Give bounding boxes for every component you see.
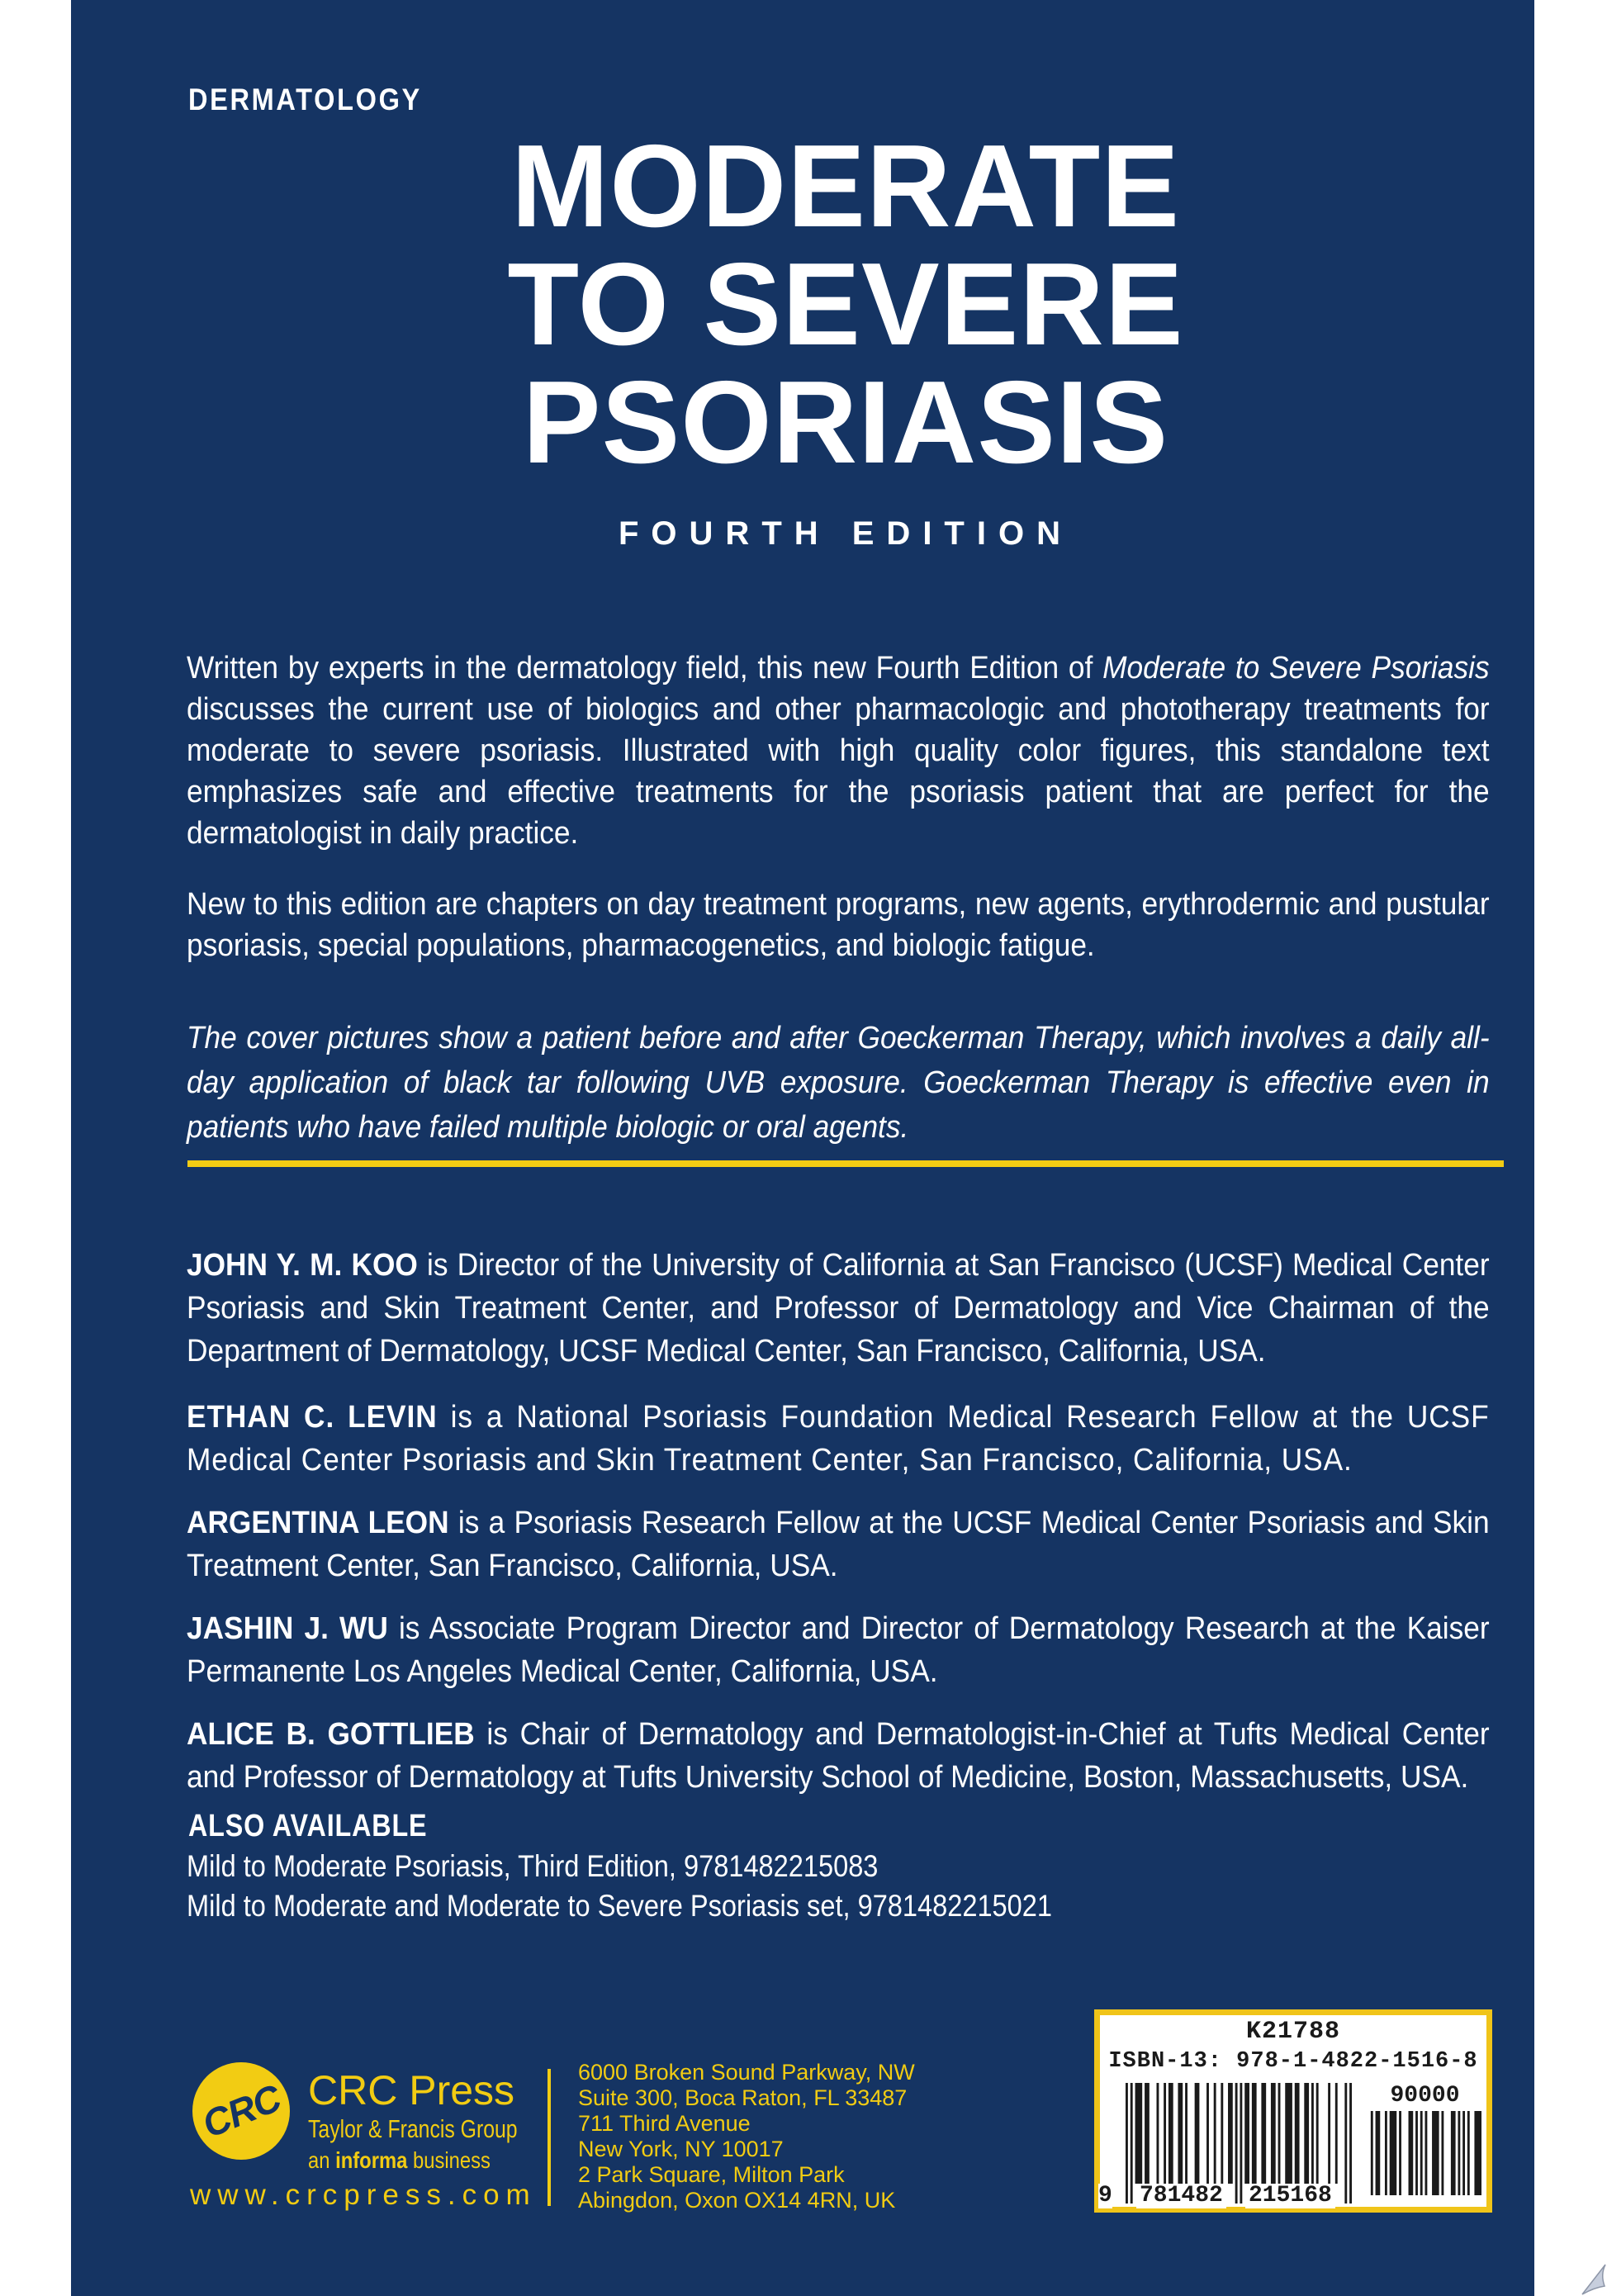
ean-addon-barcode	[1368, 2111, 1481, 2195]
ean-addon-value: 90000	[1390, 2083, 1460, 2109]
isbn-label: ISBN-13: 978-1-4822-1516-8	[1108, 2049, 1478, 2074]
tagline-post: business	[407, 2147, 491, 2173]
crc-logo	[192, 2062, 290, 2160]
publisher-divider-line	[548, 2069, 551, 2206]
crc-logo-monogram: CRC	[196, 2075, 287, 2147]
also-available-list	[187, 1847, 1052, 1926]
author-bio-leon-text: is a Psoriasis Research Fellow at the UCSF Medical Center Psoriasis and Skin Treatment Center, San Francisco, California, USA.	[187, 1506, 1490, 1583]
author-bio-gottlieb-text: is Chair of Dermatology and Dermatologist-in-Chief at Tufts Medical Center and Professor of Dermatology at Tufts University School of Medicine, Boston, Massachusetts, USA.	[187, 1717, 1490, 1795]
address-line: 2 Park Square, Milton Park	[578, 2162, 845, 2187]
item-code: K21788	[1245, 2018, 1341, 2046]
category-label: DERMATOLOGY	[188, 83, 422, 116]
book-title	[194, 121, 1497, 488]
publisher-group: Taylor & Francis Group	[308, 2114, 518, 2143]
cover-pictures-note: The cover pictures show a patient before and after Goeckerman Therapy, which involves a daily all-day application of black tar following UVB exposure. Goeckerman Therapy is effective even in patients who have failed multiple biologic or oral agents.	[187, 1021, 1490, 1145]
tagline-pre: an	[308, 2147, 336, 2173]
author-bio-gottlieb	[187, 1713, 1490, 1799]
author-bio-levin	[187, 1396, 1490, 1482]
also-available-heading: ALSO AVAILABLE	[188, 1809, 428, 1843]
address-line: New York, NY 10017	[578, 2137, 784, 2161]
also-available-item-2: Mild to Moderate and Moderate to Severe Psoriasis set, 9781482215021	[187, 1889, 1052, 1923]
ean-digit-group-1: 781482	[1136, 2184, 1226, 2208]
address-line: 711 Third Avenue	[578, 2111, 751, 2136]
description-p1-book-title-italic: Moderate to Severe Psoriasis	[1102, 651, 1490, 685]
description-p1-text: Written by experts in the dermatology field, this new Fourth Edition of	[187, 651, 1103, 685]
tagline-informa: informa	[335, 2147, 408, 2173]
yellow-divider-rule	[187, 1160, 1504, 1167]
ean-digit-lead: 9	[1098, 2183, 1112, 2208]
author-bio-leon	[187, 1501, 1490, 1587]
author-bio-koo-text: is Director of the University of California at San Francisco (UCSF) Medical Center Psoriasis and Skin Treatment Center, and Professor of Dermatology and Vice Chairman of the Department of Dermatology, UCSF Medical Center, San Francisco, California, USA.	[187, 1248, 1490, 1369]
description-p1-text-continued: discusses the current use of biologics and other pharmacologic and phototherapy treatments for moderate to severe psoriasis. Illustrated with high quality color figures, this standalone text emphasizes safe and effective treatments for the psoriasis patient that are perfect for the dermatologist in daily practice.	[187, 692, 1490, 851]
author-name-levin: ETHAN C. LEVIN	[187, 1400, 438, 1435]
address-line: 6000 Broken Sound Parkway, NW	[578, 2060, 915, 2085]
publisher-address-new-york	[578, 2111, 784, 2162]
publisher-name: CRC Press	[308, 2067, 515, 2113]
author-name-gottlieb: ALICE B. GOTTLIEB	[187, 1717, 475, 1752]
publisher-website: www.crcpress.com	[190, 2179, 537, 2211]
publisher-tagline	[308, 2147, 491, 2174]
author-bio-wu	[187, 1607, 1490, 1693]
book-title-line-1: MODERATE	[510, 121, 1180, 252]
address-line: Suite 300, Boca Raton, FL 33487	[578, 2085, 908, 2110]
author-bio-levin-text: is a National Psoriasis Foundation Medical Research Fellow at the UCSF Medical Center Psoriasis and Skin Treatment Center, San Francisco, California, USA.	[187, 1400, 1490, 1478]
author-bio-wu-text: is Associate Program Director and Director of Dermatology Research at the Kaiser Permanente Los Angeles Medical Center, California, USA.	[187, 1611, 1490, 1689]
book-title-line-2: TO SEVERE	[507, 239, 1184, 370]
author-bio-koo	[187, 1244, 1490, 1373]
description-paragraph-1	[187, 648, 1490, 854]
page-curl-arrow-icon[interactable]	[1577, 2263, 1607, 2296]
author-name-leon: ARGENTINA LEON	[187, 1506, 449, 1540]
author-name-wu: JASHIN J. WU	[187, 1611, 388, 1646]
ean-digit-group-2: 215168	[1245, 2184, 1335, 2208]
publisher-address-boca-raton	[578, 2060, 915, 2111]
description-paragraph-2: New to this edition are chapters on day treatment programs, new agents, erythrodermic and pustular psoriasis, special populations, pharmacogenetics, and biologic fatigue.	[187, 887, 1490, 963]
book-title-line-3: PSORIASIS	[522, 357, 1169, 488]
also-available-item-1: Mild to Moderate Psoriasis, Third Edition, 9781482215083	[187, 1849, 879, 1883]
address-line: Abingdon, Oxon OX14 4RN, UK	[578, 2188, 896, 2213]
author-name-koo: JOHN Y. M. KOO	[187, 1248, 418, 1283]
edition-label: FOURTH EDITION	[619, 515, 1073, 552]
publisher-address-abingdon	[578, 2162, 895, 2213]
